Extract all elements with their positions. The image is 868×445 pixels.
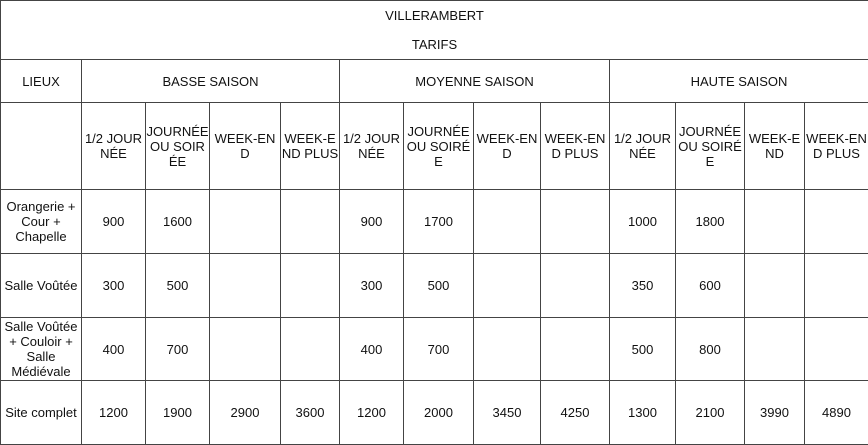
price-cell: 900 xyxy=(82,190,146,254)
subheader-haute-week-end: WEEK-END xyxy=(745,103,805,190)
subheader-moyenne-demi-journee: 1/2 JOURNÉE xyxy=(340,103,404,190)
price-cell: 1000 xyxy=(610,190,676,254)
table-row xyxy=(1,190,868,254)
price-cell: 1900 xyxy=(146,381,210,445)
price-cell: 1300 xyxy=(610,381,676,445)
price-cell: 4250 xyxy=(541,381,610,445)
table-title: VILLERAMBERT xyxy=(1,1,868,31)
table-row xyxy=(1,254,868,318)
season-header-haute: HAUTE SAISON xyxy=(610,60,868,103)
price-cell: 2100 xyxy=(676,381,745,445)
price-cell: 4890 xyxy=(805,381,868,445)
lieu-name: Salle Voûtée + Couloir + Salle Médiévale xyxy=(1,318,82,381)
lieu-name: Salle Voûtée xyxy=(1,254,82,318)
price-cell: 400 xyxy=(82,318,146,381)
price-cell xyxy=(474,318,541,381)
price-cell: 400 xyxy=(340,318,404,381)
subheader-haute-week-end-plus: WEEK-END PLUS xyxy=(805,103,868,190)
price-cell xyxy=(281,318,340,381)
subheader-basse-week-end-plus: WEEK-END PLUS xyxy=(281,103,340,190)
lieu-name: Site complet xyxy=(1,381,82,445)
price-cell: 700 xyxy=(146,318,210,381)
season-header-moyenne: MOYENNE SAISON xyxy=(340,60,610,103)
price-cell: 300 xyxy=(340,254,404,318)
subheader-haute-journee: JOURNÉE OU SOIRÉE xyxy=(676,103,745,190)
table-row xyxy=(1,381,868,445)
price-cell xyxy=(210,318,281,381)
subheader-basse-journee: JOURNÉE OU SOIRÉE xyxy=(146,103,210,190)
price-cell xyxy=(210,254,281,318)
subheader-basse-week-end: WEEK-END xyxy=(210,103,281,190)
subheader-moyenne-journee: JOURNÉE OU SOIRÉE xyxy=(404,103,474,190)
price-cell: 500 xyxy=(146,254,210,318)
price-cell xyxy=(541,254,610,318)
price-cell: 1200 xyxy=(82,381,146,445)
subheader-moyenne-week-end: WEEK-END xyxy=(474,103,541,190)
lieux-header: LIEUX xyxy=(1,60,82,103)
price-cell: 1200 xyxy=(340,381,404,445)
price-cell xyxy=(745,190,805,254)
price-cell xyxy=(541,318,610,381)
price-cell: 350 xyxy=(610,254,676,318)
price-cell xyxy=(745,318,805,381)
price-cell: 2000 xyxy=(404,381,474,445)
price-cell: 800 xyxy=(676,318,745,381)
price-cell: 500 xyxy=(610,318,676,381)
table-subtitle: TARIFS xyxy=(1,30,868,60)
price-cell xyxy=(805,254,868,318)
price-cell xyxy=(541,190,610,254)
price-cell xyxy=(210,190,281,254)
price-cell: 3990 xyxy=(745,381,805,445)
price-cell: 1600 xyxy=(146,190,210,254)
subheader-basse-demi-journee: 1/2 JOURNÉE xyxy=(82,103,146,190)
table-row xyxy=(1,318,868,381)
subheader-haute-demi-journee: 1/2 JOURNÉE xyxy=(610,103,676,190)
price-cell: 3600 xyxy=(281,381,340,445)
subheader-moyenne-week-end-plus: WEEK-END PLUS xyxy=(541,103,610,190)
price-cell: 2900 xyxy=(210,381,281,445)
lieu-name: Orangerie + Cour + Chapelle xyxy=(1,190,82,254)
price-cell: 600 xyxy=(676,254,745,318)
price-cell: 300 xyxy=(82,254,146,318)
price-cell xyxy=(474,190,541,254)
price-cell: 700 xyxy=(404,318,474,381)
price-cell xyxy=(474,254,541,318)
price-cell xyxy=(281,190,340,254)
price-cell xyxy=(805,190,868,254)
price-cell xyxy=(281,254,340,318)
price-cell: 1700 xyxy=(404,190,474,254)
price-cell: 3450 xyxy=(474,381,541,445)
price-cell: 1800 xyxy=(676,190,745,254)
lieux-subheader-empty xyxy=(1,103,82,190)
price-cell xyxy=(745,254,805,318)
price-cell xyxy=(805,318,868,381)
price-cell: 900 xyxy=(340,190,404,254)
price-cell: 500 xyxy=(404,254,474,318)
season-header-basse: BASSE SAISON xyxy=(82,60,340,103)
